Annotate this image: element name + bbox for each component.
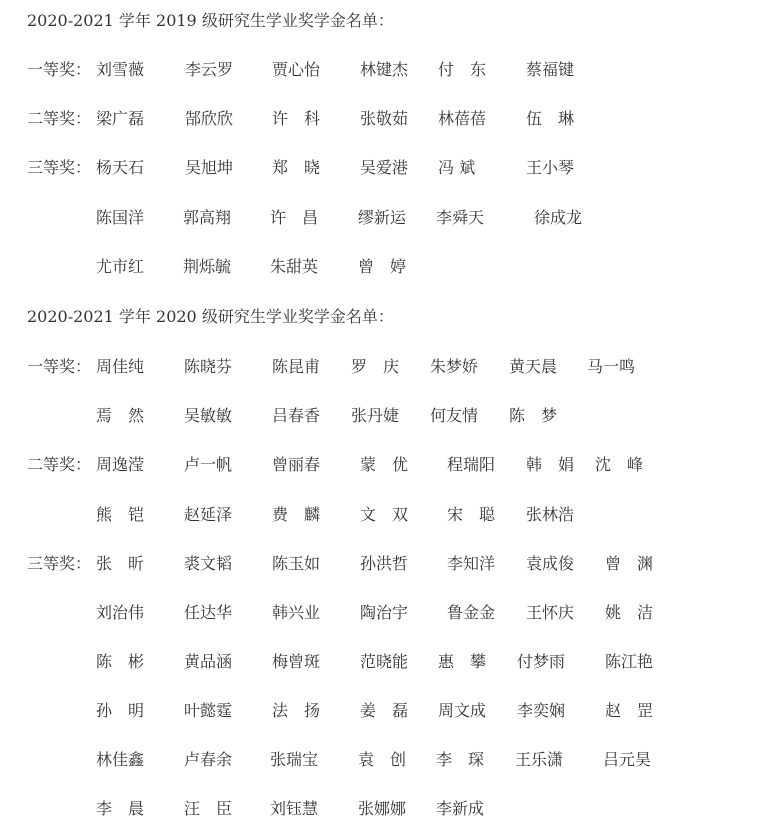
list-row xyxy=(0,554,757,576)
student-name: 曾 婷 xyxy=(358,257,407,276)
student-name: 王乐潇 xyxy=(515,750,564,769)
student-name: 陈晓芬 xyxy=(184,357,233,376)
student-name: 周文成 xyxy=(438,701,487,720)
student-name: 范晓能 xyxy=(360,652,409,671)
student-name: 许 科 xyxy=(272,109,321,128)
student-name: 韩兴业 xyxy=(272,603,321,622)
student-name: 惠 攀 xyxy=(438,652,487,671)
student-name: 费 麟 xyxy=(272,505,321,524)
student-name: 卢春余 xyxy=(184,750,233,769)
student-name: 姜 磊 xyxy=(360,701,409,720)
list-row xyxy=(0,652,757,674)
list-row xyxy=(0,603,757,625)
student-name: 李新成 xyxy=(436,799,485,818)
student-name: 马一鸣 xyxy=(587,357,636,376)
student-name: 韩 娟 xyxy=(526,455,575,474)
award-level-label: 一等奖： xyxy=(27,60,92,79)
student-name: 荆烁毓 xyxy=(183,257,232,276)
award-level-label: 三等奖： xyxy=(27,554,92,573)
student-name: 林蓓蓓 xyxy=(438,109,487,128)
student-name: 沈 峰 xyxy=(595,455,644,474)
student-name: 伍 琳 xyxy=(526,109,575,128)
student-name: 郑 晓 xyxy=(272,158,321,177)
student-name: 郜欣欣 xyxy=(185,109,234,128)
list-row xyxy=(0,158,757,180)
student-name: 蒙 优 xyxy=(360,455,409,474)
student-name: 郭高翔 xyxy=(183,208,232,227)
student-name: 朱梦娇 xyxy=(430,357,479,376)
student-name: 李 晨 xyxy=(96,799,145,818)
list-row xyxy=(0,257,757,279)
student-name: 赵延泽 xyxy=(184,505,233,524)
student-name: 陈江艳 xyxy=(605,652,654,671)
student-name: 陈玉如 xyxy=(272,554,321,573)
award-level-label: 二等奖： xyxy=(27,455,92,474)
student-name: 李舜天 xyxy=(436,208,485,227)
list-row xyxy=(0,750,757,772)
list-row xyxy=(0,208,757,230)
list-row xyxy=(0,799,757,821)
student-name: 宋 聪 xyxy=(447,505,496,524)
list-row xyxy=(0,357,757,379)
section-title-2020: 2020-2021 学年 2020 级研究生学业奖学金名单： xyxy=(27,307,394,326)
list-row xyxy=(0,109,757,131)
student-name: 王小琴 xyxy=(526,158,575,177)
student-name: 陈 梦 xyxy=(509,406,558,425)
award-level-label: 二等奖： xyxy=(27,109,92,128)
student-name: 李奕娴 xyxy=(517,701,566,720)
student-name: 文 双 xyxy=(360,505,409,524)
list-row xyxy=(0,406,757,428)
award-level-label: 一等奖： xyxy=(27,357,92,376)
student-name: 任达华 xyxy=(184,603,233,622)
list-row xyxy=(0,455,757,477)
student-name: 陶治宇 xyxy=(360,603,409,622)
student-name: 梁广磊 xyxy=(96,109,145,128)
student-name: 焉 然 xyxy=(96,406,145,425)
student-name: 林佳鑫 xyxy=(96,750,145,769)
student-name: 陈昆甫 xyxy=(272,357,321,376)
student-name: 吴敏敏 xyxy=(184,406,233,425)
student-name: 黄天晨 xyxy=(509,357,558,376)
student-name: 黄品涵 xyxy=(184,652,233,671)
student-name: 鲁金金 xyxy=(447,603,496,622)
student-name: 付梦雨 xyxy=(517,652,566,671)
student-name: 吕春香 xyxy=(272,406,321,425)
student-name: 张林浩 xyxy=(526,505,575,524)
student-name: 何友情 xyxy=(430,406,479,425)
student-name: 周逸滢 xyxy=(96,455,145,474)
student-name: 刘钰慧 xyxy=(270,799,319,818)
student-name: 姚 洁 xyxy=(605,603,654,622)
student-name: 程瑞阳 xyxy=(447,455,496,474)
student-name: 袁成俊 xyxy=(526,554,575,573)
student-name: 徐成龙 xyxy=(534,208,583,227)
student-name: 张娜娜 xyxy=(358,799,407,818)
student-name: 法 扬 xyxy=(272,701,321,720)
student-name: 王怀庆 xyxy=(526,603,575,622)
student-name: 杨天石 xyxy=(96,158,145,177)
student-name: 张丹婕 xyxy=(351,406,400,425)
student-name: 叶懿霆 xyxy=(184,701,233,720)
student-name: 吴爱港 xyxy=(360,158,409,177)
student-name: 陈 彬 xyxy=(96,652,145,671)
list-row xyxy=(0,60,757,82)
student-name: 熊 铠 xyxy=(96,505,145,524)
student-name: 刘雪薇 xyxy=(96,60,145,79)
student-name: 吕元昊 xyxy=(603,750,652,769)
student-name: 付 东 xyxy=(438,60,487,79)
student-name: 缪新运 xyxy=(358,208,407,227)
student-name: 李云罗 xyxy=(185,60,234,79)
student-name: 周佳纯 xyxy=(96,357,145,376)
student-name: 冯 斌 xyxy=(438,158,476,177)
student-name: 孙洪哲 xyxy=(360,554,409,573)
student-name: 袁 创 xyxy=(358,750,407,769)
student-name: 陈国洋 xyxy=(96,208,145,227)
list-row xyxy=(0,505,757,527)
student-name: 卢一帆 xyxy=(184,455,233,474)
student-name: 蔡福键 xyxy=(526,60,575,79)
student-name: 汪 臣 xyxy=(184,799,233,818)
student-name: 裘文韬 xyxy=(184,554,233,573)
list-row xyxy=(0,701,757,723)
student-name: 曾 渊 xyxy=(605,554,654,573)
student-name: 尤市红 xyxy=(96,257,145,276)
student-name: 李 琛 xyxy=(436,750,485,769)
student-name: 李知洋 xyxy=(447,554,496,573)
section-title-2019: 2020-2021 学年 2019 级研究生学业奖学金名单： xyxy=(27,11,394,30)
award-level-label: 三等奖： xyxy=(27,158,92,177)
student-name: 张 昕 xyxy=(96,554,145,573)
student-name: 林键杰 xyxy=(360,60,409,79)
student-name: 孙 明 xyxy=(96,701,145,720)
student-name: 张敬茹 xyxy=(360,109,409,128)
student-name: 赵 罡 xyxy=(605,701,654,720)
student-name: 罗 庆 xyxy=(351,357,400,376)
student-name: 吴旭坤 xyxy=(185,158,234,177)
student-name: 许 昌 xyxy=(270,208,319,227)
student-name: 贾心怡 xyxy=(272,60,321,79)
student-name: 曾丽春 xyxy=(272,455,321,474)
student-name: 张瑞宝 xyxy=(270,750,319,769)
student-name: 刘治伟 xyxy=(96,603,145,622)
student-name: 梅曾斑 xyxy=(272,652,321,671)
student-name: 朱甜英 xyxy=(270,257,319,276)
